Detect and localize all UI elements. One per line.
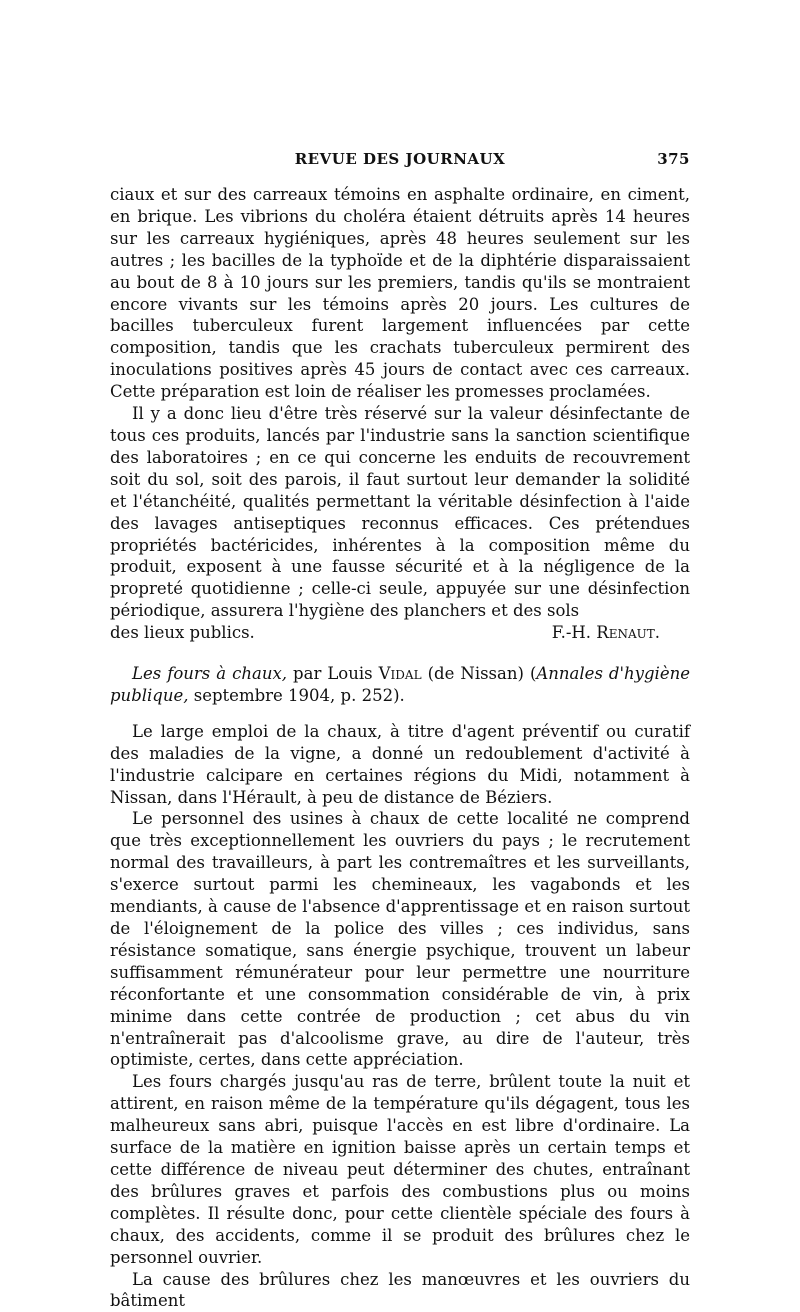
signature: F.-H. Renaut. [552, 622, 690, 644]
paragraph-2-last-line: des lieux publics. [110, 622, 255, 644]
publication-details: septembre 1904, p. 252). [189, 686, 405, 705]
author-origin: (de Nissan) ( [422, 664, 537, 683]
by-text: par Louis [287, 664, 379, 683]
paragraph-5: Les fours chargés jusqu'au ras de terre, brûlent toute la nuit et attirent, en raison même de la température qu'ils dégagent, tous les malheureux sans abri, puisque l'accès en est libre d'ordinaire. La surface de la matière en ignition baisse après un certain temps et cette différence de niveau peut déterminer des chutes, entraînant des brûlures graves et parfois des combustions plus ou moins complètes. Il résulte donc, pour cette clientèle spéciale des fours à chaux, des accidents, comme il se produit des brûlures chez le personnel ouvrier. [110, 1071, 690, 1268]
bibliographic-reference [110, 663, 690, 707]
article-title: Les fours à chaux, [132, 664, 287, 683]
article-author: Vidal [379, 664, 422, 683]
page-content [110, 150, 690, 1312]
paragraph-4: Le personnel des usines à chaux de cette localité ne comprend que très exceptionnellement les ouvriers du pays ; le recrutement normal des travailleurs, à part les contremaîtres et les surveillants, s'exerce surtout parmi les chemineaux, les vagabonds et les mendiants, à cause de l'absence d'apprentissage et en raison surtout de l'éloignement de la police des villes ; ces individus, sans résistance somatique, sans énergie psychique, trouvent un labeur suffisamment rémunérateur pour leur permettre une nourriture réconfortante et une consommation considérable de vin, à prix minime dans cette contrée de production ; cet abus du vin n'entraînerait pas d'alcoolisme grave, au dire de l'auteur, très optimiste, certes, dans cette appréciation. [110, 808, 690, 1071]
paragraph-6: La cause des brûlures chez les manœuvres et les ouvriers du bâtiment [110, 1269, 690, 1312]
journal-section-title: REVUE DES JOURNAUX [110, 150, 690, 168]
paragraph-3: Le large emploi de la chaux, à titre d'agent préventif ou curatif des maladies de la vigne, a donné un redoublement d'activité à l'industrie calcipare en certaines régions du Midi, notamment à Nissan, dans l'Hérault, à peu de distance de Béziers. [110, 721, 690, 809]
paragraph-2: Il y a donc lieu d'être très réservé sur la valeur désinfectante de tous ces produits, lancés par l'industrie sans la sanction scientifique des laboratoires ; en ce qui concerne les enduits de recouvrement soit du sol, soit des parois, il faut surtout leur demander la solidité et l'étanchéité, qualités permettant la véritable désinfection à l'aide des lavages antiseptiques reconnus efficaces. Ces prétendues propriétés bactéricides, inhérentes à la composition même du produit, exposent à une fausse sécurité et à la négligence de la propreté quotidienne ; celle-ci seule, appuyée sur une désinfection périodique, assurera l'hygiène des planchers et des sols [110, 403, 690, 622]
paragraph-2-closing [110, 622, 690, 644]
source-journal: Annales d'hygiène publique, [110, 664, 690, 705]
running-head [110, 150, 690, 174]
paragraph-1: ciaux et sur des carreaux témoins en asphalte ordinaire, en ciment, en brique. Les vibrions du choléra étaient détruits après 14 heures sur les carreaux hygiéniques, après 48 heures seulement sur les autres ; les bacilles de la typhoïde et de la diphtérie disparaissaient au bout de 8 à 10 jours sur les premiers, tandis qu'ils se montraient encore vivants sur les témoins après 20 jours. Les cultures de bacilles tuberculeux furent largement influencées par cette composition, tandis que les crachats tuberculeux permirent des inoculations positives après 45 jours de contact avec ces carreaux. Cette préparation est loin de réaliser les promesses proclamées. [110, 184, 690, 403]
page-number: 375 [657, 150, 690, 168]
